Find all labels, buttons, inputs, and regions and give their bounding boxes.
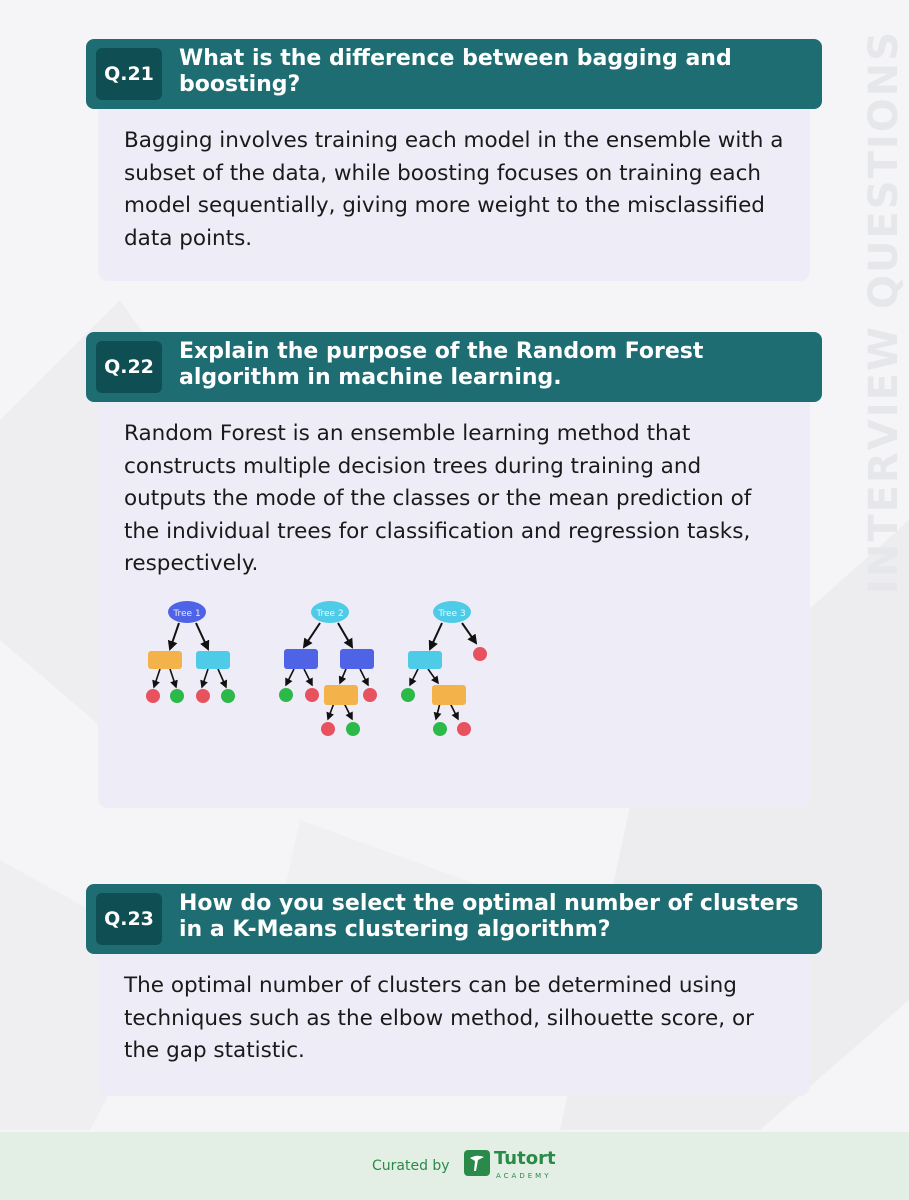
leaf-node — [170, 689, 184, 703]
curated-by-label: Curated by — [372, 1158, 450, 1174]
answer-card — [98, 954, 810, 1096]
tree-label: Tree 3 — [438, 608, 466, 619]
brand-subtitle: ACADEMY — [496, 1172, 552, 1180]
answer-card — [98, 402, 810, 808]
question-number: Q.22 — [96, 341, 162, 393]
decision-node — [196, 651, 230, 669]
question-number: Q.21 — [96, 48, 162, 100]
question-header — [86, 332, 822, 402]
leaf-node — [433, 722, 447, 736]
question-title: How do you select the optimal number of clusters in a K-Means clustering algorithm? — [179, 891, 799, 942]
footer — [0, 1132, 909, 1200]
leaf-node — [321, 722, 335, 736]
tree-2 — [279, 601, 377, 736]
answer-card — [98, 109, 810, 281]
answer-text: Bagging involves training each model in the ensemble with a subset of the data, while boosting focuses on training each model sequentially, giving more weight to the misclassified data points. — [124, 128, 784, 251]
leaf-node — [221, 689, 235, 703]
side-label: INTERVIEW QUESTIONS — [861, 29, 907, 595]
leaf-node — [305, 688, 319, 702]
leaf-node — [473, 647, 487, 661]
decision-node — [284, 649, 318, 669]
decision-node — [408, 651, 442, 669]
question-block-23 — [86, 884, 822, 1096]
leaf-node — [457, 722, 471, 736]
decision-node — [432, 685, 466, 705]
leaf-node — [196, 689, 210, 703]
leaf-node — [346, 722, 360, 736]
leaf-node — [401, 688, 415, 702]
tree-label: Tree 2 — [316, 608, 344, 619]
answer-text: Random Forest is an ensemble learning method that constructs multiple decision trees during training and outputs the mode of the classes or the mean prediction of the individual trees for classification and regression tasks, respectively. — [124, 421, 752, 576]
decision-node — [324, 685, 358, 705]
question-number: Q.23 — [96, 893, 162, 945]
question-header — [86, 39, 822, 109]
question-title: Explain the purpose of the Random Forest algorithm in machine learning. — [179, 339, 704, 390]
question-header — [86, 884, 822, 954]
question-block-21 — [86, 39, 822, 281]
leaf-node — [146, 689, 160, 703]
answer-text: The optimal number of clusters can be determined using techniques such as the elbow method, silhouette score, or the gap statistic. — [124, 973, 754, 1063]
leaf-node — [279, 688, 293, 702]
leaf-node — [363, 688, 377, 702]
brand-name: Tutort — [494, 1148, 556, 1169]
decision-node — [340, 649, 374, 669]
decision-node — [148, 651, 182, 669]
question-title: What is the difference between bagging and boosting? — [179, 46, 732, 97]
random-forest-diagram — [124, 599, 504, 759]
tree-3 — [401, 601, 487, 736]
tutort-logo-icon — [464, 1150, 490, 1176]
tree-label: Tree 1 — [173, 608, 201, 619]
tree-1 — [146, 601, 235, 703]
question-block-22 — [86, 332, 822, 808]
